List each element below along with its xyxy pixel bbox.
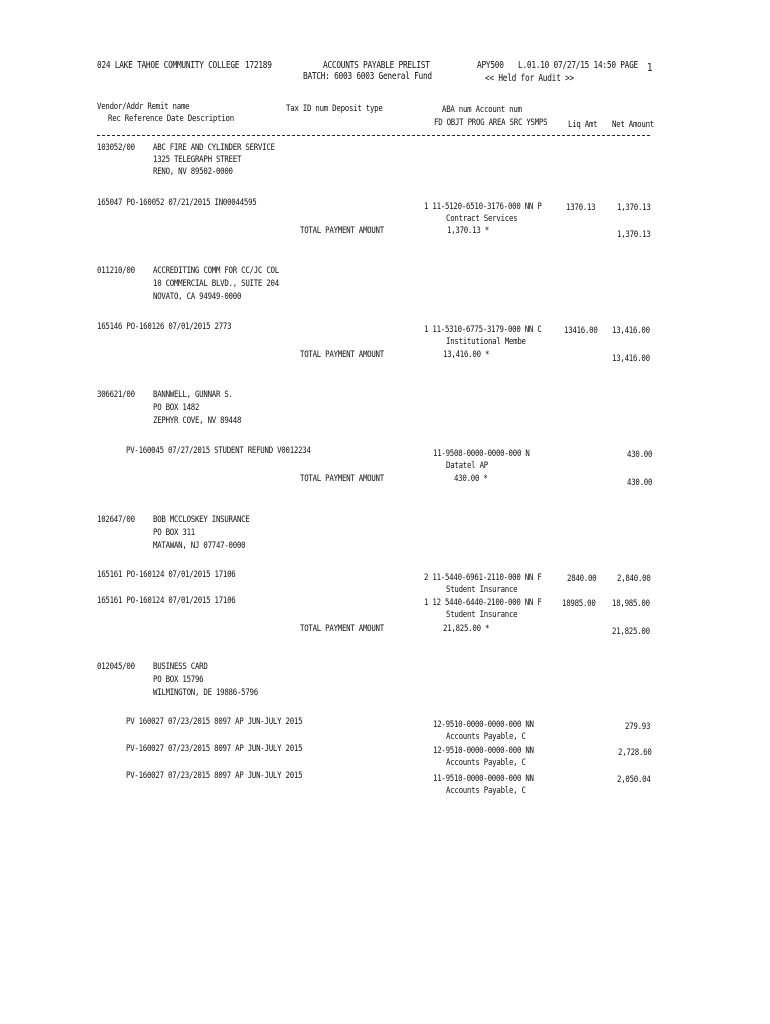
vendor-name: BOB MCCLOSKEY INSURANCE [153,515,250,525]
vendor-address: 10 COMMERCIAL BLVD., SUITE 204 [153,279,279,289]
vendor-name: ABC FIRE AND CYLINDER SERVICE [153,143,275,153]
total-mid: 21,825.00 * [443,624,490,634]
held-for-audit: << Held for Audit >> [485,73,574,84]
line-reference: PV-160027 07/23/2015 8097 AP JUN-JULY 2015 [126,744,303,754]
line-reference: 165161 PO-160124 07/01/2015 17106 [97,596,236,606]
vendor-name: BUSINESS CARD [153,662,208,672]
vendor-address: 1325 TELEGRAPH STREET [153,155,242,165]
line-net: 2,050.04 [617,775,651,785]
vendor-name: BANNWELL, GUNNAR S. [153,390,233,400]
vendor-id: 011210/00 [97,266,135,276]
line-description: Student Insurance [446,610,518,620]
report-title: ACCOUNTS PAYABLE PRELIST [323,60,430,71]
col-reference: Rec Reference Date Description [108,114,234,124]
vendor-address: PO BOX 15796 [153,675,204,685]
total-amount: 13,416.00 [612,354,650,364]
total-amount: 1,370.13 [617,230,651,240]
header-divider [97,135,650,136]
line-description: Student Insurance [446,585,518,595]
line-description: Accounts Payable, C [446,786,526,796]
version-date: L.01.10 07/27/15 14:50 PAGE [518,60,638,71]
line-description: Institutional Membe [446,337,526,347]
vendor-city: WILMINGTON, DE 19886-5796 [153,688,258,698]
vendor-id: 102647/00 [97,515,135,525]
total-mid: 1,370.13 * [447,226,489,236]
line-account: 11-9510-0000-0000-000 NN [433,774,534,784]
line-description: Datatel AP [446,461,488,471]
total-label: TOTAL PAYMENT AMOUNT [300,226,384,236]
line-net: 18,985.00 [612,599,650,609]
vendor-id: 012045/00 [97,662,135,672]
vendor-address: PO BOX 1482 [153,403,200,413]
line-account: 1 12 5440-6440-2100-000 NN F [424,598,542,608]
line-description: Accounts Payable, C [446,758,526,768]
vendor-city: ZEPHYR COVE, NV 89448 [153,416,242,426]
line-reference: 165161 PO-160124 07/01/2015 17106 [97,570,236,580]
line-reference: PV-160027 07/23/2015 8097 AP JUN-JULY 2015 [126,771,303,781]
line-account: 2 11-5440-6961-2110-000 NN F [424,573,542,583]
line-liq: 13416.00 [564,326,598,336]
line-description: Accounts Payable, C [446,732,526,742]
col-taxid: Tax ID num Deposit type [286,104,383,114]
col-liq: Liq Amt [568,120,598,130]
page-number: 1 [647,61,653,74]
vendor-address: PO BOX 311 [153,528,195,538]
line-account: 12-9510-0000-0000-000 NN [433,720,534,730]
col-vendor: Vendor/Addr Remit name [97,102,190,112]
line-liq: 18985.00 [562,599,596,609]
total-mid: 13,416.00 * [443,350,490,360]
line-account: 11-9508-0000-0000-000 N [433,449,530,459]
line-net: 2,840.00 [617,574,651,584]
line-reference: PV-160045 07/27/2015 STUDENT REFUND V0012234 [126,446,311,456]
col-net: Net Amount [612,120,654,130]
line-reference: 165047 PO-160052 07/21/2015 IN00044595 [97,198,257,208]
line-net: 430.00 [627,450,653,460]
job-number: 172189 [245,60,272,71]
line-net: 279.93 [625,722,651,732]
line-account: 1 11-5310-6775-3179-000 NN C [424,325,542,335]
line-account: 12-9510-0000-0000-000 NN [433,746,534,756]
col-aba: ABA num Account num [442,105,522,115]
total-amount: 430.00 [627,478,653,488]
line-liq: 1370.13 [566,203,596,213]
vendor-name: ACCREDITING COMM FOR CC/JC COL [153,266,279,276]
line-account: 1 11-5120-6510-3176-000 NN P [424,202,542,212]
vendor-id: 306621/00 [97,390,135,400]
batch-label: BATCH: 6003 6003 General Fund [303,71,432,82]
line-net: 1,370.13 [617,203,651,213]
total-label: TOTAL PAYMENT AMOUNT [300,350,384,360]
vendor-city: RENO, NV 89502-0000 [153,167,233,177]
vendor-id: 103052/00 [97,143,135,153]
line-reference: 165146 PO-160126 07/01/2015 2773 [97,322,232,332]
line-description: Contract Services [446,214,518,224]
vendor-city: MATAWAN, NJ 07747-0000 [153,541,246,551]
line-liq: 2840.00 [567,574,597,584]
program-id: APY500 [477,60,504,71]
vendor-city: NOVATO, CA 94949-0000 [153,292,242,302]
org-name: 024 LAKE TAHOE COMMUNITY COLLEGE [97,60,240,71]
total-label: TOTAL PAYMENT AMOUNT [300,624,384,634]
line-net: 2,728.60 [618,748,652,758]
total-label: TOTAL PAYMENT AMOUNT [300,474,384,484]
line-net: 13,416.00 [612,326,650,336]
total-amount: 21,825.00 [612,627,650,637]
col-fund: FD OBJT PROG AREA SRC YSMPS [434,118,548,128]
line-reference: PV 160027 07/23/2015 8097 AP JUN-JULY 2015 [126,717,303,727]
total-mid: 430.00 * [454,474,488,484]
